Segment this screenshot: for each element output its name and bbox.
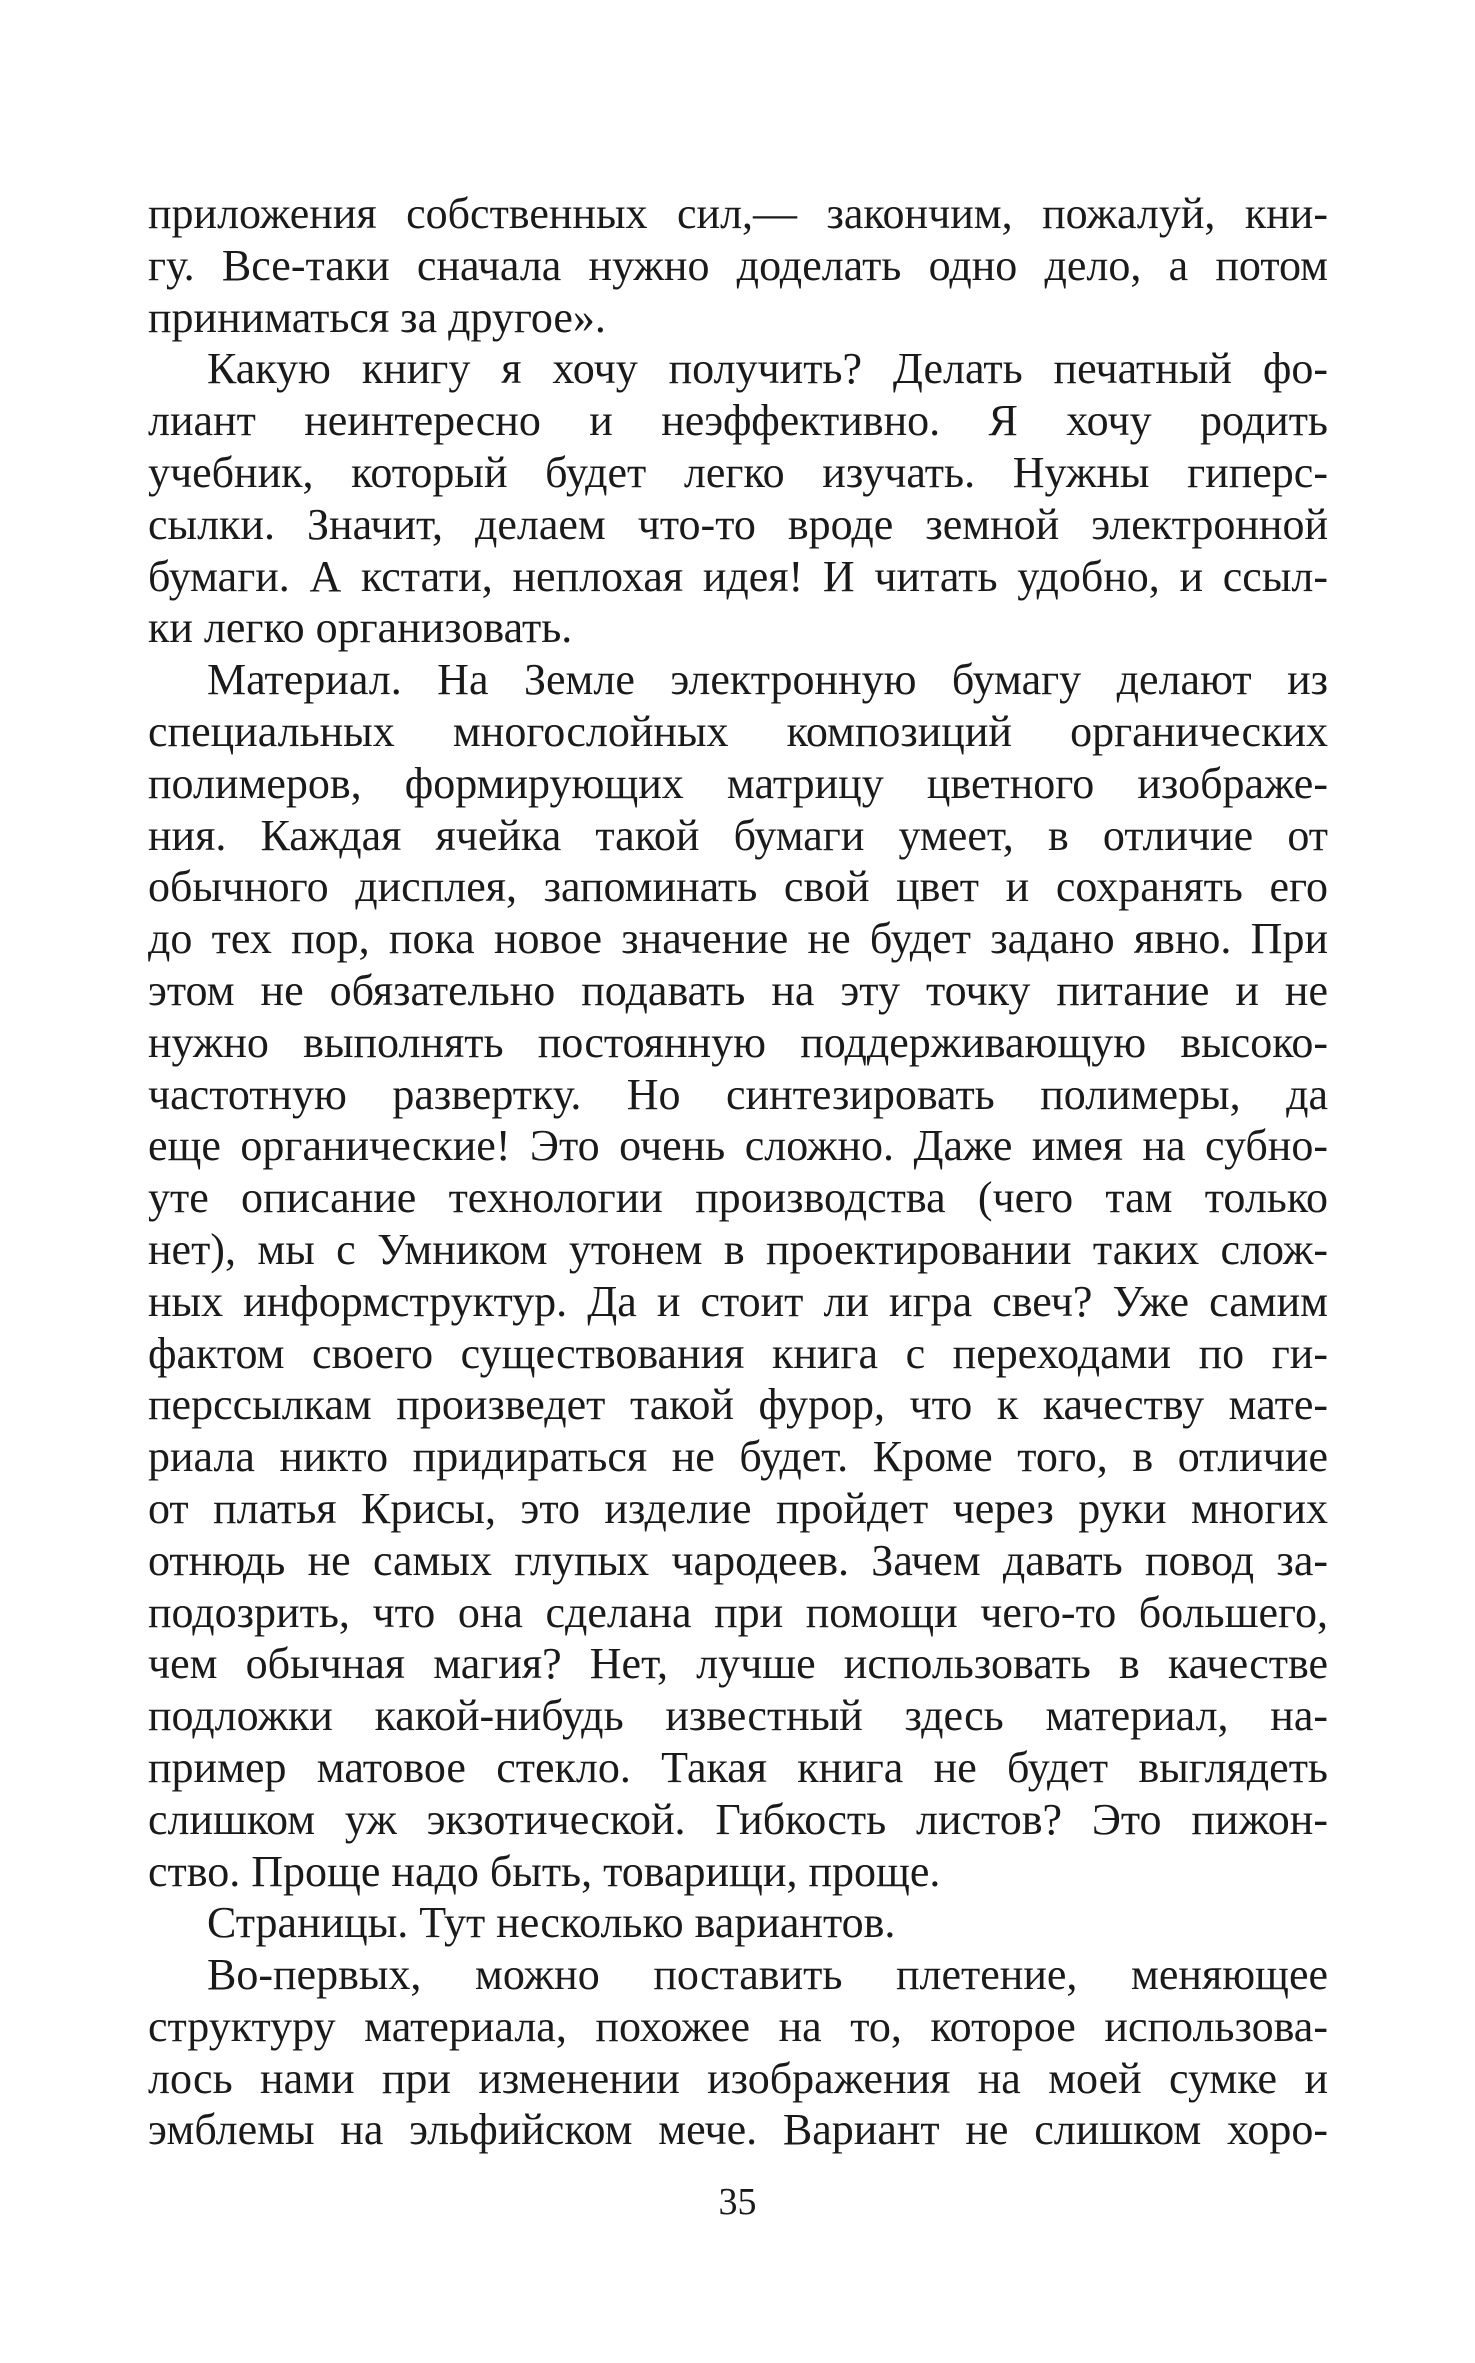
text-line: ство. Проще надо быть, товарищи, проще. [148,1846,941,1896]
text-line: фактом своего существования книга с переходами по ги- [148,1328,1328,1378]
text-line: гу. Все-таки сначала нужно доделать одно дело, а потом [148,240,1328,290]
text-line: приниматься за другое». [148,292,606,342]
text-line: структуру материала, похожее на то, которое использова- [148,2001,1328,2051]
text-line: слишком уж экзотической. Гибкость листов? Это пижон- [148,1794,1328,1844]
text-line: Страницы. Тут несколько вариантов. [207,1898,896,1948]
text-line: Во-первых, можно поставить плетение, меняющее [207,1950,1328,2000]
book-page-text [148,188,1328,2156]
text-line: ния. Каждая ячейка такой бумаги умеет, в отличие от [148,810,1328,860]
text-line: частотную развертку. Но синтезировать полимеры, да [148,1069,1328,1119]
text-line: специальных многослойных композиций органических [148,706,1328,756]
text-line: подложки какой-нибудь известный здесь материал, на- [148,1691,1328,1741]
text-line: пример матовое стекло. Такая книга не будет выглядеть [148,1742,1328,1792]
text-line: подозрить, что она сделана при помощи чего-то большего, [148,1587,1328,1637]
text-line: от платья Крисы, это изделие пройдет через руки многих [148,1483,1328,1533]
text-line: чем обычная магия? Нет, лучше использовать в качестве [148,1639,1328,1689]
text-line: этом не обязательно подавать на эту точку питание и не [148,965,1328,1015]
text-line: ки легко организовать. [148,603,573,653]
page-number: 35 [718,2181,757,2223]
text-line: отнюдь не самых глупых чародеев. Зачем давать повод за- [148,1535,1328,1585]
text-line: до тех пор, пока новое значение не будет задано явно. При [148,914,1328,964]
text-line: ных информструктур. Да и стоит ли игра свеч? Уже самим [148,1276,1328,1326]
text-line: приложения собственных сил,— закончим, пожалуй, кни- [148,189,1328,238]
text-line: еще органические! Это очень сложно. Даже имея на субно- [148,1121,1328,1171]
text-line: нет), мы с Умником утонем в проектировании таких слож- [148,1224,1328,1274]
text-line: нужно выполнять постоянную поддерживающую высоко- [148,1017,1328,1067]
text-line: лиант неинтересно и неэффективно. Я хочу родить [148,396,1328,446]
text-line: бумаги. А кстати, неплохая идея! И читать удобно, и ссыл- [148,551,1328,601]
text-line: полимеров, формирующих матрицу цветного изображе- [148,758,1328,808]
text-line: Материал. На Земле электронную бумагу делают из [207,655,1328,705]
text-line: перссылкам произведет такой фурор, что к качеству мате- [148,1380,1328,1430]
text-line: лось нами при изменении изображения на моей сумке и [148,2053,1328,2103]
text-line: учебник, который будет легко изучать. Нужны гиперс- [148,447,1328,497]
text-line: уте описание технологии производства (чего там только [148,1173,1328,1223]
text-line: сылки. Значит, делаем что-то вроде земной электронной [148,499,1328,549]
text-line: эмблемы на эльфийском мече. Вариант не слишком хоро- [148,2105,1328,2155]
text-line: риала никто придираться не будет. Кроме того, в отличие [148,1432,1328,1482]
text-line: Какую книгу я хочу получить? Делать печатный фо- [207,344,1328,394]
text-line: обычного дисплея, запоминать свой цвет и сохранять его [148,862,1328,912]
